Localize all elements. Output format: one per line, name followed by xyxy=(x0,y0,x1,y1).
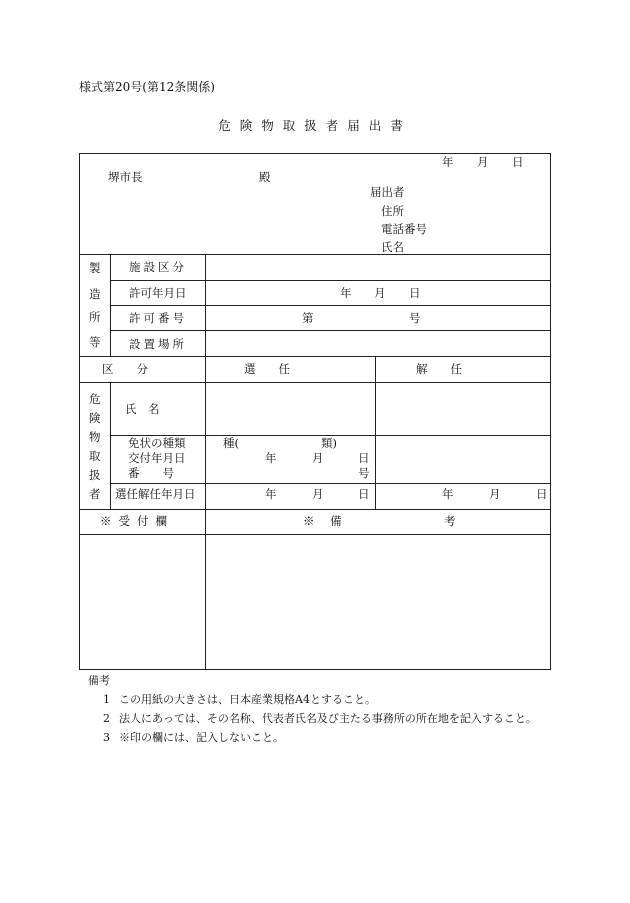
appoint-month: 月 xyxy=(312,487,324,501)
location-label: 設置場所 xyxy=(129,337,187,351)
mayor-label: 堺市長 xyxy=(108,170,143,184)
appoint-year: 年 xyxy=(265,487,277,501)
facility-group-label: 所 xyxy=(89,310,101,324)
permit-day: 日 xyxy=(409,286,421,300)
appointment-header: 選 任 xyxy=(244,362,290,376)
row-divider xyxy=(80,509,550,510)
permit-month: 月 xyxy=(374,286,386,300)
permit-year: 年 xyxy=(340,286,352,300)
address-label: 住所 xyxy=(381,204,404,218)
permit-date-label: 許可年月日 xyxy=(129,286,187,300)
note-text: 法人にあっては、その名称、代表者氏名及び主たる事務所の所在地を記入すること。 xyxy=(119,712,537,725)
notification-form xyxy=(79,153,551,670)
facility-category-label: 施設区分 xyxy=(129,260,187,274)
dismiss-day: 日 xyxy=(536,487,548,501)
license-number-suffix: 号 xyxy=(358,466,370,480)
page-title: 危険物取扱者届出書 xyxy=(218,118,412,133)
date-year: 年 xyxy=(442,155,454,169)
permit-number-label: 許可番号 xyxy=(129,311,187,325)
notes-heading: 備考 xyxy=(88,674,110,687)
dismiss-year: 年 xyxy=(442,487,454,501)
name-label: 氏名 xyxy=(381,240,404,254)
note-text: ※印の欄には、記入しないこと。 xyxy=(119,731,284,744)
column-divider xyxy=(375,356,376,509)
handler-group-label: 扱 xyxy=(89,468,101,482)
phone-label: 電話番号 xyxy=(381,222,427,236)
appoint-day: 日 xyxy=(358,487,370,501)
column-divider xyxy=(110,382,111,509)
date-month: 月 xyxy=(477,155,489,169)
note-number: 3 xyxy=(103,731,110,744)
handler-group-label: 険 xyxy=(89,411,101,425)
facility-group-label: 等 xyxy=(89,335,101,349)
dismissal-header: 解 任 xyxy=(416,362,462,376)
handler-name-label: 氏 名 xyxy=(125,402,160,416)
notifier-label: 届出者 xyxy=(370,185,405,199)
facility-group-label: 製 xyxy=(89,261,101,275)
license-kind-open: 種( xyxy=(223,436,239,450)
issue-day: 日 xyxy=(358,451,370,465)
receipt-label: ※受付欄 xyxy=(100,514,174,528)
appoint-date-label: 選任解任年月日 xyxy=(115,487,196,501)
permit-number-prefix: 第 xyxy=(302,311,314,325)
category-header: 区 分 xyxy=(102,362,148,376)
facility-group-label: 造 xyxy=(89,287,101,301)
row-divider xyxy=(110,280,550,281)
license-kind-close: 類) xyxy=(321,436,337,450)
issue-month: 月 xyxy=(312,451,324,465)
handler-group-label: 取 xyxy=(89,449,101,463)
remarks-label-end: 考 xyxy=(444,514,456,528)
note-number: 2 xyxy=(103,712,110,725)
honorific: 殿 xyxy=(259,170,271,184)
permit-number-suffix: 号 xyxy=(409,311,421,325)
note-text: この用紙の大きさは、日本産業規格A4とすること。 xyxy=(119,693,376,706)
handler-group-label: 者 xyxy=(89,487,101,501)
license-number-label: 番 号 xyxy=(128,466,174,480)
dismiss-month: 月 xyxy=(489,487,501,501)
column-divider xyxy=(205,254,206,669)
row-divider xyxy=(80,534,550,535)
remarks-label: ※ 備 xyxy=(303,514,348,528)
row-divider xyxy=(80,356,550,357)
handler-group-label: 危 xyxy=(89,392,101,406)
note-number: 1 xyxy=(103,693,110,706)
row-divider xyxy=(80,254,550,255)
form-number: 様式第20号(第12条関係) xyxy=(79,80,215,94)
handler-group-label: 物 xyxy=(89,430,101,444)
date-day: 日 xyxy=(512,155,524,169)
license-kind-label: 免状の種類 xyxy=(128,436,186,450)
column-divider xyxy=(110,254,111,356)
row-divider xyxy=(80,382,550,383)
row-divider xyxy=(110,330,550,331)
issue-year: 年 xyxy=(265,451,277,465)
row-divider xyxy=(110,305,550,306)
issue-date-label: 交付年月日 xyxy=(128,451,186,465)
row-divider xyxy=(110,483,550,484)
